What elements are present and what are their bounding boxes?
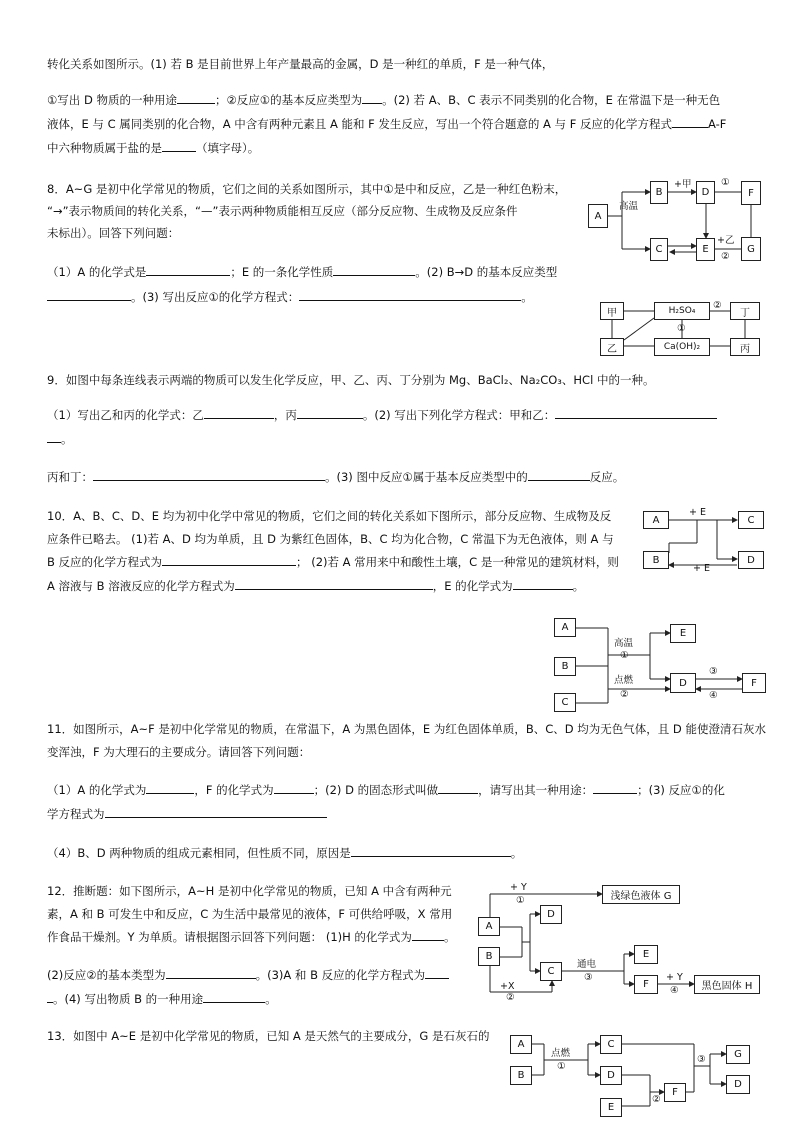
node-c: C [554,693,576,712]
label-plus-jia: +甲 [674,179,692,190]
answer-blank[interactable] [555,407,717,419]
node-e: E [696,238,715,261]
q8-line-2: “→”表示物质间的转化关系，“—”表示两种物质能相互反应（部分反应物、生成物及反应条件 [47,204,518,218]
node-a: A [588,204,608,228]
label-electrolysis: 通电 [577,959,597,970]
node-ding: 丁 [730,302,760,320]
answer-blank[interactable] [162,140,196,152]
q12-line-5: 。(4) 写出物质 B 的一种用途 。 [47,991,277,1007]
q9-line-4: 丙和丁： 。(3) 图中反应①属于基本反应类型中的 反应。 [47,470,625,484]
node-b: B [510,1066,532,1085]
node-d-final: D [726,1075,750,1094]
q9-line-1: 9．如图中每条连线表示两端的物质可以发生化学反应，甲、乙、丙、丁分别为 Mg、BaCl₂、Na₂CO₃、HCl 中的一种。 [47,373,655,387]
node-d: D [600,1066,622,1085]
node-e: E [670,624,696,643]
q7-line-2: ①写出 D 物质的一种用途 ；②反应①的基本反应类型为 。(2) 若 A、B、C 表示不同类别的化合物，E 在常温下是一种无色 [47,93,721,107]
answer-blank[interactable] [204,407,274,419]
q8-line-1: 8．A~G 是初中化学常见的物质，它们之间的关系如图所示，其中①是中和反应，乙是一种红色粉末， [47,182,567,196]
q12-line-4: (2)反应②的基本类型为 。(3)A 和 B 反应的化学方程式为 [47,967,449,983]
q11-diagram [554,617,768,715]
q13-line-1: 13．如图中 A~E 是初中化学常见的物质，已知 A 是天然气的主要成分，G 是石灰石的 [47,1029,490,1043]
node-b: B [643,551,669,569]
answer-blank[interactable] [351,845,511,857]
q10-line-3: B 反应的化学方程式为 ； (2)若 A 常用来中和酸性土壤，C 是一种常见的建筑材料，则 [47,555,619,569]
q12-line-3: 作食品干燥剂。Y 为单质。请根据图示回答下列问题： (1)H 的化学式为 。 [47,930,456,944]
node-jia: 甲 [600,302,624,320]
node-h: 黑色固体 H [694,975,760,994]
node-bing: 丙 [730,338,760,356]
label-high-temp: 高温 [614,638,634,649]
answer-blank[interactable] [203,991,265,1003]
node-h2so4: H₂SO₄ [654,302,710,320]
label-circle-2: ② [721,251,730,262]
label-circle-2: ② [713,300,722,311]
node-g: 浅绿色液体 G [602,885,680,904]
answer-blank[interactable] [162,554,296,566]
answer-blank[interactable] [333,264,415,276]
label-circle-1: ① [677,323,686,334]
label-plus-e: + E [689,507,706,518]
answer-blank[interactable] [299,289,521,301]
node-g: G [741,237,761,261]
node-d: D [738,551,764,569]
label-plus-e: + E [693,563,710,574]
node-f: F [634,975,658,994]
node-d: D [696,181,715,204]
node-f: F [741,181,761,205]
answer-blank[interactable] [235,578,433,590]
label-circle-4: ④ [670,985,679,996]
label-high-temp: 高温 [619,201,639,212]
answer-blank[interactable] [177,92,215,104]
q10-line-1: 10．A、B、C、D、E 均为初中化学中常见的物质，它们之间的转化关系如下图所示，部分反应物、生成物及反 [47,509,612,523]
node-f: F [664,1083,686,1102]
q11-line-2: 变浑浊，F 为大理石的主要成分。请回答下列问题： [47,745,311,759]
label-plus-y: + Y [666,972,683,983]
node-caoh2: Ca(OH)₂ [654,338,710,356]
q13-diagram [510,1034,764,1120]
label-circle-1: ① [721,177,730,188]
label-ignite: 点燃 [614,675,634,686]
node-c: C [600,1035,622,1054]
answer-blank[interactable] [412,929,444,941]
node-b: B [478,947,500,966]
q8-diagram [588,176,772,264]
node-f: F [742,673,766,693]
answer-blank[interactable] [362,92,382,104]
node-g: G [726,1045,750,1064]
answer-blank[interactable] [528,469,590,481]
q9-diagram [598,300,766,358]
node-d: D [670,673,696,693]
answer-blank[interactable] [47,289,131,301]
answer-blank[interactable] [105,806,327,818]
q9-line-3: 。 [47,431,73,447]
q12-diagram [478,878,766,1003]
node-e: E [600,1098,622,1117]
q9-line-2: （1）写出乙和丙的化学式：乙 ，丙 。(2) 写出下列化学方程式：甲和乙： [47,407,717,423]
node-c: C [650,238,668,261]
label-circle-4: ④ [709,690,718,701]
q10-line-2: 应条件已略去。 (1)若 A、D 均为单质，且 D 为紫红色固体，B、C 均为化合物，C 常温下为无色液体，则 A 与 [47,532,614,546]
answer-blank[interactable] [438,782,478,794]
answer-blank[interactable] [425,967,449,979]
answer-blank[interactable] [146,264,230,276]
label-circle-3: ③ [584,972,593,983]
answer-blank[interactable] [297,407,363,419]
q8-line-4: （1）A 的化学式是 ；E 的一条化学性质 。(2) B→D 的基本反应类型 [47,265,558,279]
q8-line-5: 。(3) 写出反应①的化学方程式： 。 [47,289,533,305]
label-plus-y: + Y [510,882,527,893]
answer-blank[interactable] [593,782,637,794]
q12-line-2: 素，A 和 B 可发生中和反应，C 为生活中最常见的液体，F 可供给呼吸，X 常用 [47,907,453,921]
label-circle-2: ② [620,689,629,700]
label-circle-1: ① [516,895,525,906]
label-circle-2: ② [652,1094,661,1105]
q8-line-3: 未标出）。回答下列问题： [47,226,180,240]
node-a: A [643,511,669,529]
node-b: B [650,181,668,204]
node-a: A [554,618,576,637]
node-a: A [510,1035,532,1054]
q12-line-1: 12．推断题：如下图所示，A~H 是初中化学常见的物质，已知 A 中含有两种元 [47,884,452,898]
q7-line-3: 液体，E 与 C 属同类别的化合物，A 中含有两种元素且 A 能和 F 发生反应，写出一个符合题意的 A 与 F 反应的化学方程式 A-F [47,117,727,131]
label-circle-1: ① [620,650,629,661]
answer-blank[interactable] [672,116,708,128]
answer-blank[interactable] [146,782,194,794]
answer-blank[interactable] [93,469,325,481]
connector [624,318,654,340]
label-circle-3: ③ [709,666,718,677]
label-ignite: 点燃 [551,1048,571,1059]
label-circle-3: ③ [697,1054,706,1065]
node-e: E [634,945,658,964]
q11-line-1: 11．如图所示，A~F 是初中化学常见的物质，在常温下，A 为黑色固体，E 为红色固体单质，B、C、D 均为无色气体，且 D 能使澄清石灰水 [47,722,766,736]
answer-blank[interactable] [513,578,573,590]
q11-line-4: 学方程式为 [47,806,327,822]
node-c: C [738,511,764,529]
q10-line-4: A 溶液与 B 溶液反应的化学方程式为 ，E 的化学式为 。 [47,579,585,593]
label-circle-2: ② [506,992,515,1003]
label-plus-yi: +乙 [717,235,735,246]
answer-blank[interactable] [166,967,256,979]
q11-diagram-lines [554,617,768,715]
node-a: A [478,917,500,936]
q11-line-5: （4）B、D 两种物质的组成元素相同，但性质不同，原因是 。 [47,846,523,860]
node-d: D [540,905,562,924]
q11-line-3: （1）A 的化学式为 ，F 的化学式为 ；(2) D 的固态形式叫做 ，请写出其一种用途： ；(3) 反应①的化 [47,783,725,797]
label-plus-x: +X [500,981,515,992]
label-circle-1: ① [557,1061,566,1072]
q7-line-4: 中六种物质属于盐的是 （填字母）。 [47,141,260,155]
node-c: C [540,962,562,981]
node-b: B [554,657,576,676]
node-yi: 乙 [600,338,624,356]
answer-blank[interactable] [274,782,314,794]
answer-blank[interactable] [47,431,61,443]
q10-diagram [643,505,771,573]
q7-line-1: 转化关系如图所示。(1) 若 B 是目前世界上年产量最高的金属，D 是一种红的单质，F 是一种气体， [47,57,554,71]
